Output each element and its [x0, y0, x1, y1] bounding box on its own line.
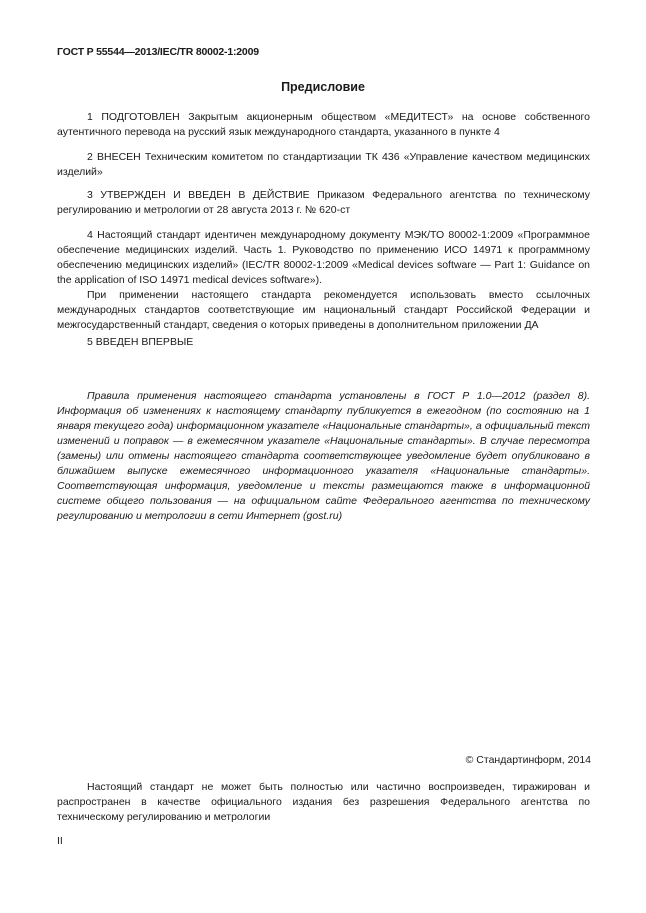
item-3-text: 3 УТВЕРЖДЕН И ВВЕДЕН В ДЕЙСТВИЕ Приказом Федерального агентства по техническому регулированию и метрологии от 28 августа 2013 г. № 620-ст [57, 189, 590, 216]
item-1-text: 1 ПОДГОТОВЛЕН Закрытым акционерным обществом «МЕДИТЕСТ» на основе собственного аутентичного перевода на русский язык международного стандарта, указанного в пункте 4 [57, 111, 590, 138]
item-2-text: 2 ВНЕСЕН Техническим комитетом по стандартизации ТК 436 «Управление качеством медицинских изделий» [57, 151, 590, 178]
item-5 [57, 335, 590, 350]
copyright: © Стандартинформ, 2014 [465, 754, 591, 766]
document-header: ГОСТ Р 55544—2013/IEC/TR 80002-1:2009 [57, 46, 259, 58]
item-1 [57, 110, 590, 140]
item-4 [57, 228, 590, 333]
item-5-text: 5 ВВЕДЕН ВПЕРВЫЕ [87, 336, 194, 348]
item-4-note: При применении настоящего стандарта рекомендуется использовать вместо ссылочных международных стандартов соответствующие им национальный стандарт Российской Федерации и межгосударственный стандарт, сведения о которых приведены в дополнительном приложении ДА [57, 289, 590, 331]
page-title: Предисловие [281, 80, 365, 94]
notice-text: Правила применения настоящего стандарта установлены в ГОСТ Р 1.0—2012 (раздел 8). Информация об изменениях к настоящему стандарту публикуется в ежегодном (по состоянию на 1 января текущего года) информационном указателе «Национальные стандарты», а официальный текст изменений и поправок — в ежемесячном указателе «Национальные стандарты». В случае пересмотра (замены) или отмены настоящего стандарта соответствующее уведомление будет опубликовано в ближайшем выпуске ежемесячного информационного указателя «Национальные стандарты». Соответствующая информация, уведомление и тексты размещаются также в информационной системе общего пользования — на официальном сайте Федерального агентства по техническому регулированию и метрологии в сети Интернет (gost.ru) [57, 390, 590, 522]
reproduction-notice [57, 780, 590, 825]
item-4-text: 4 Настоящий стандарт идентичен международному документу МЭК/ТО 80002-1:2009 «Программное обеспечение медицинских изделий. Часть 1. Руководство по применению ИСО 14971 к программному обеспечению медицинских изделий» (IEC/TR 80002-1:2009 «Medical devices software — Part 1: Guidance on the application of ISO 14971 medical devices software»). [57, 229, 590, 286]
notice-block [57, 389, 590, 524]
item-2 [57, 150, 590, 180]
item-3 [57, 188, 590, 218]
reproduction-text: Настоящий стандарт не может быть полностью или частично воспроизведен, тиражирован и распространен в качестве официального издания без разрешения Федерального агентства по техническому регулированию и метрологии [57, 781, 590, 823]
page-number: II [57, 835, 63, 847]
